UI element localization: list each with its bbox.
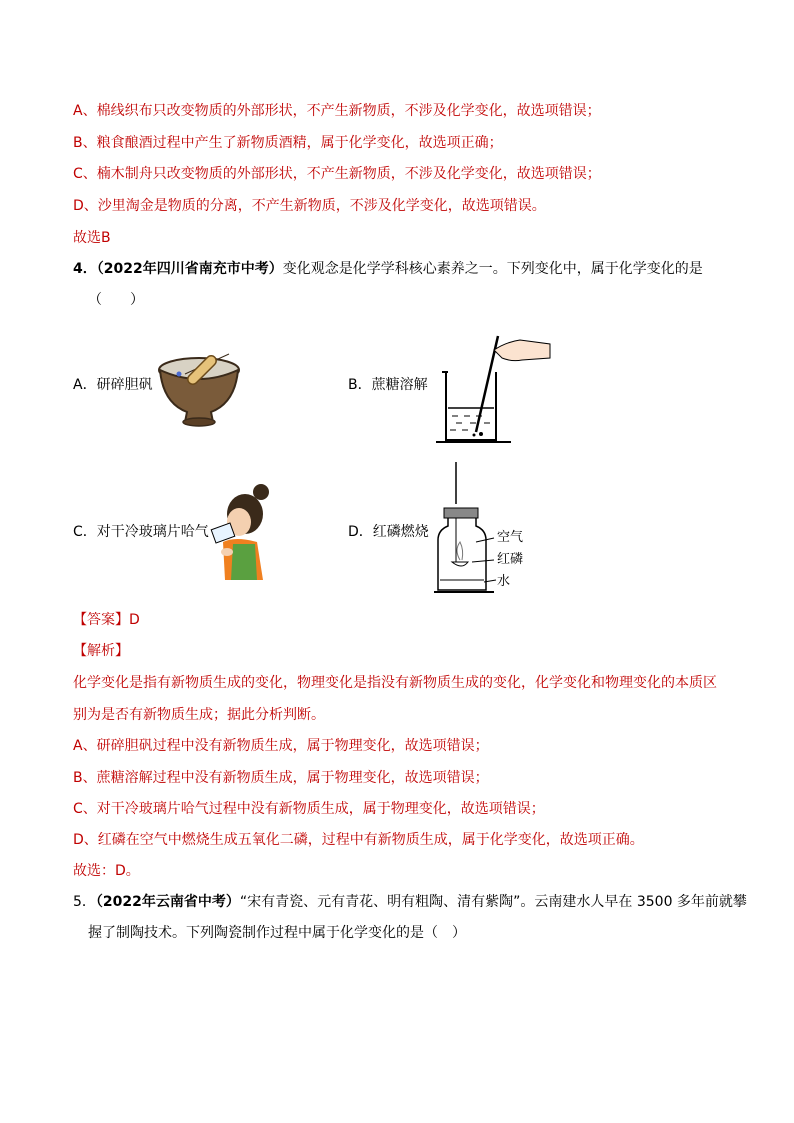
answer-line [73, 610, 140, 630]
analysis-b: B、蔗糖溶解过程中没有新物质生成，属于物理变化，故选项错误； [73, 770, 489, 786]
analysis-a: A、研碎胆矾过程中没有新物质生成，属于物理变化，故选项错误； [73, 738, 489, 754]
option-b-label: B．蔗糖溶解 [348, 377, 428, 393]
question-4-blank: （ ） [88, 292, 144, 308]
answer-value: D [129, 612, 140, 628]
label-water: 水 [497, 574, 511, 589]
answer-tag: 【答案】 [73, 612, 129, 628]
question-5-stem-2: 握了制陶技术。下列陶瓷制作过程中属于化学变化的是（ ） [88, 925, 466, 941]
girl-breathing-glass-figure [205, 482, 275, 582]
analysis-d: D、红磷在空气中燃烧生成五氧化二磷，过程中有新物质生成，属于化学变化，故选项正确。 [73, 832, 644, 848]
question-4-stem [73, 259, 703, 279]
prev-analysis-a: A、棉线织布只改变物质的外部形状，不产生新物质，不涉及化学变化，故选项错误； [73, 103, 601, 119]
question-text: 变化观念是化学学科核心素养之一。下列变化中，属于化学变化的是 [282, 261, 703, 277]
analysis-intro-1: 化学变化是指有新物质生成的变化，物理变化是指没有新物质生成的变化，化学变化和物理变化的本质区 [73, 675, 717, 691]
prev-answer: 故选B [73, 230, 111, 246]
label-red-phosphorus: 红磷 [497, 552, 524, 567]
prev-analysis-d: D、沙里淘金是物质的分离，不产生新物质，不涉及化学变化，故选项错误。 [73, 198, 546, 214]
analysis-tag: 【解析】 [73, 643, 129, 659]
question-source: （2022年云南省中考） [95, 894, 240, 910]
label-air: 空气 [497, 530, 524, 545]
question-source: （2022年四川省南充市中考） [96, 261, 283, 277]
question-number: 4． [73, 261, 97, 277]
analysis-intro-2: 别为是否有新物质生成；据此分析判断。 [73, 707, 325, 723]
prev-analysis-c: C、楠木制舟只改变物质的外部形状，不产生新物质，不涉及化学变化，故选项错误； [73, 166, 601, 182]
prev-analysis-b: B、粮食酿酒过程中产生了新物质酒精，属于化学变化，故选项正确； [73, 135, 503, 151]
option-a-label: A．研碎胆矾 [73, 377, 153, 393]
option-d-label: D．红磷燃烧 [348, 524, 429, 540]
phosphorus-jar-figure [434, 462, 544, 596]
analysis-c: C、对干冷玻璃片哈气过程中没有新物质生成，属于物理变化，故选项错误； [73, 801, 545, 817]
option-c-label: C．对干冷玻璃片哈气 [73, 524, 209, 540]
question-5-stem [73, 892, 747, 912]
question-text: “宋有青瓷、元有青花、明有粗陶、清有紫陶”。云南建水人早在 3500 多年前就攀 [239, 894, 747, 910]
beaker-stirring-figure [436, 328, 556, 446]
analysis-conclusion: 故选：D。 [73, 863, 140, 879]
question-number: 5． [73, 894, 96, 910]
mortar-pestle-figure [155, 348, 245, 428]
